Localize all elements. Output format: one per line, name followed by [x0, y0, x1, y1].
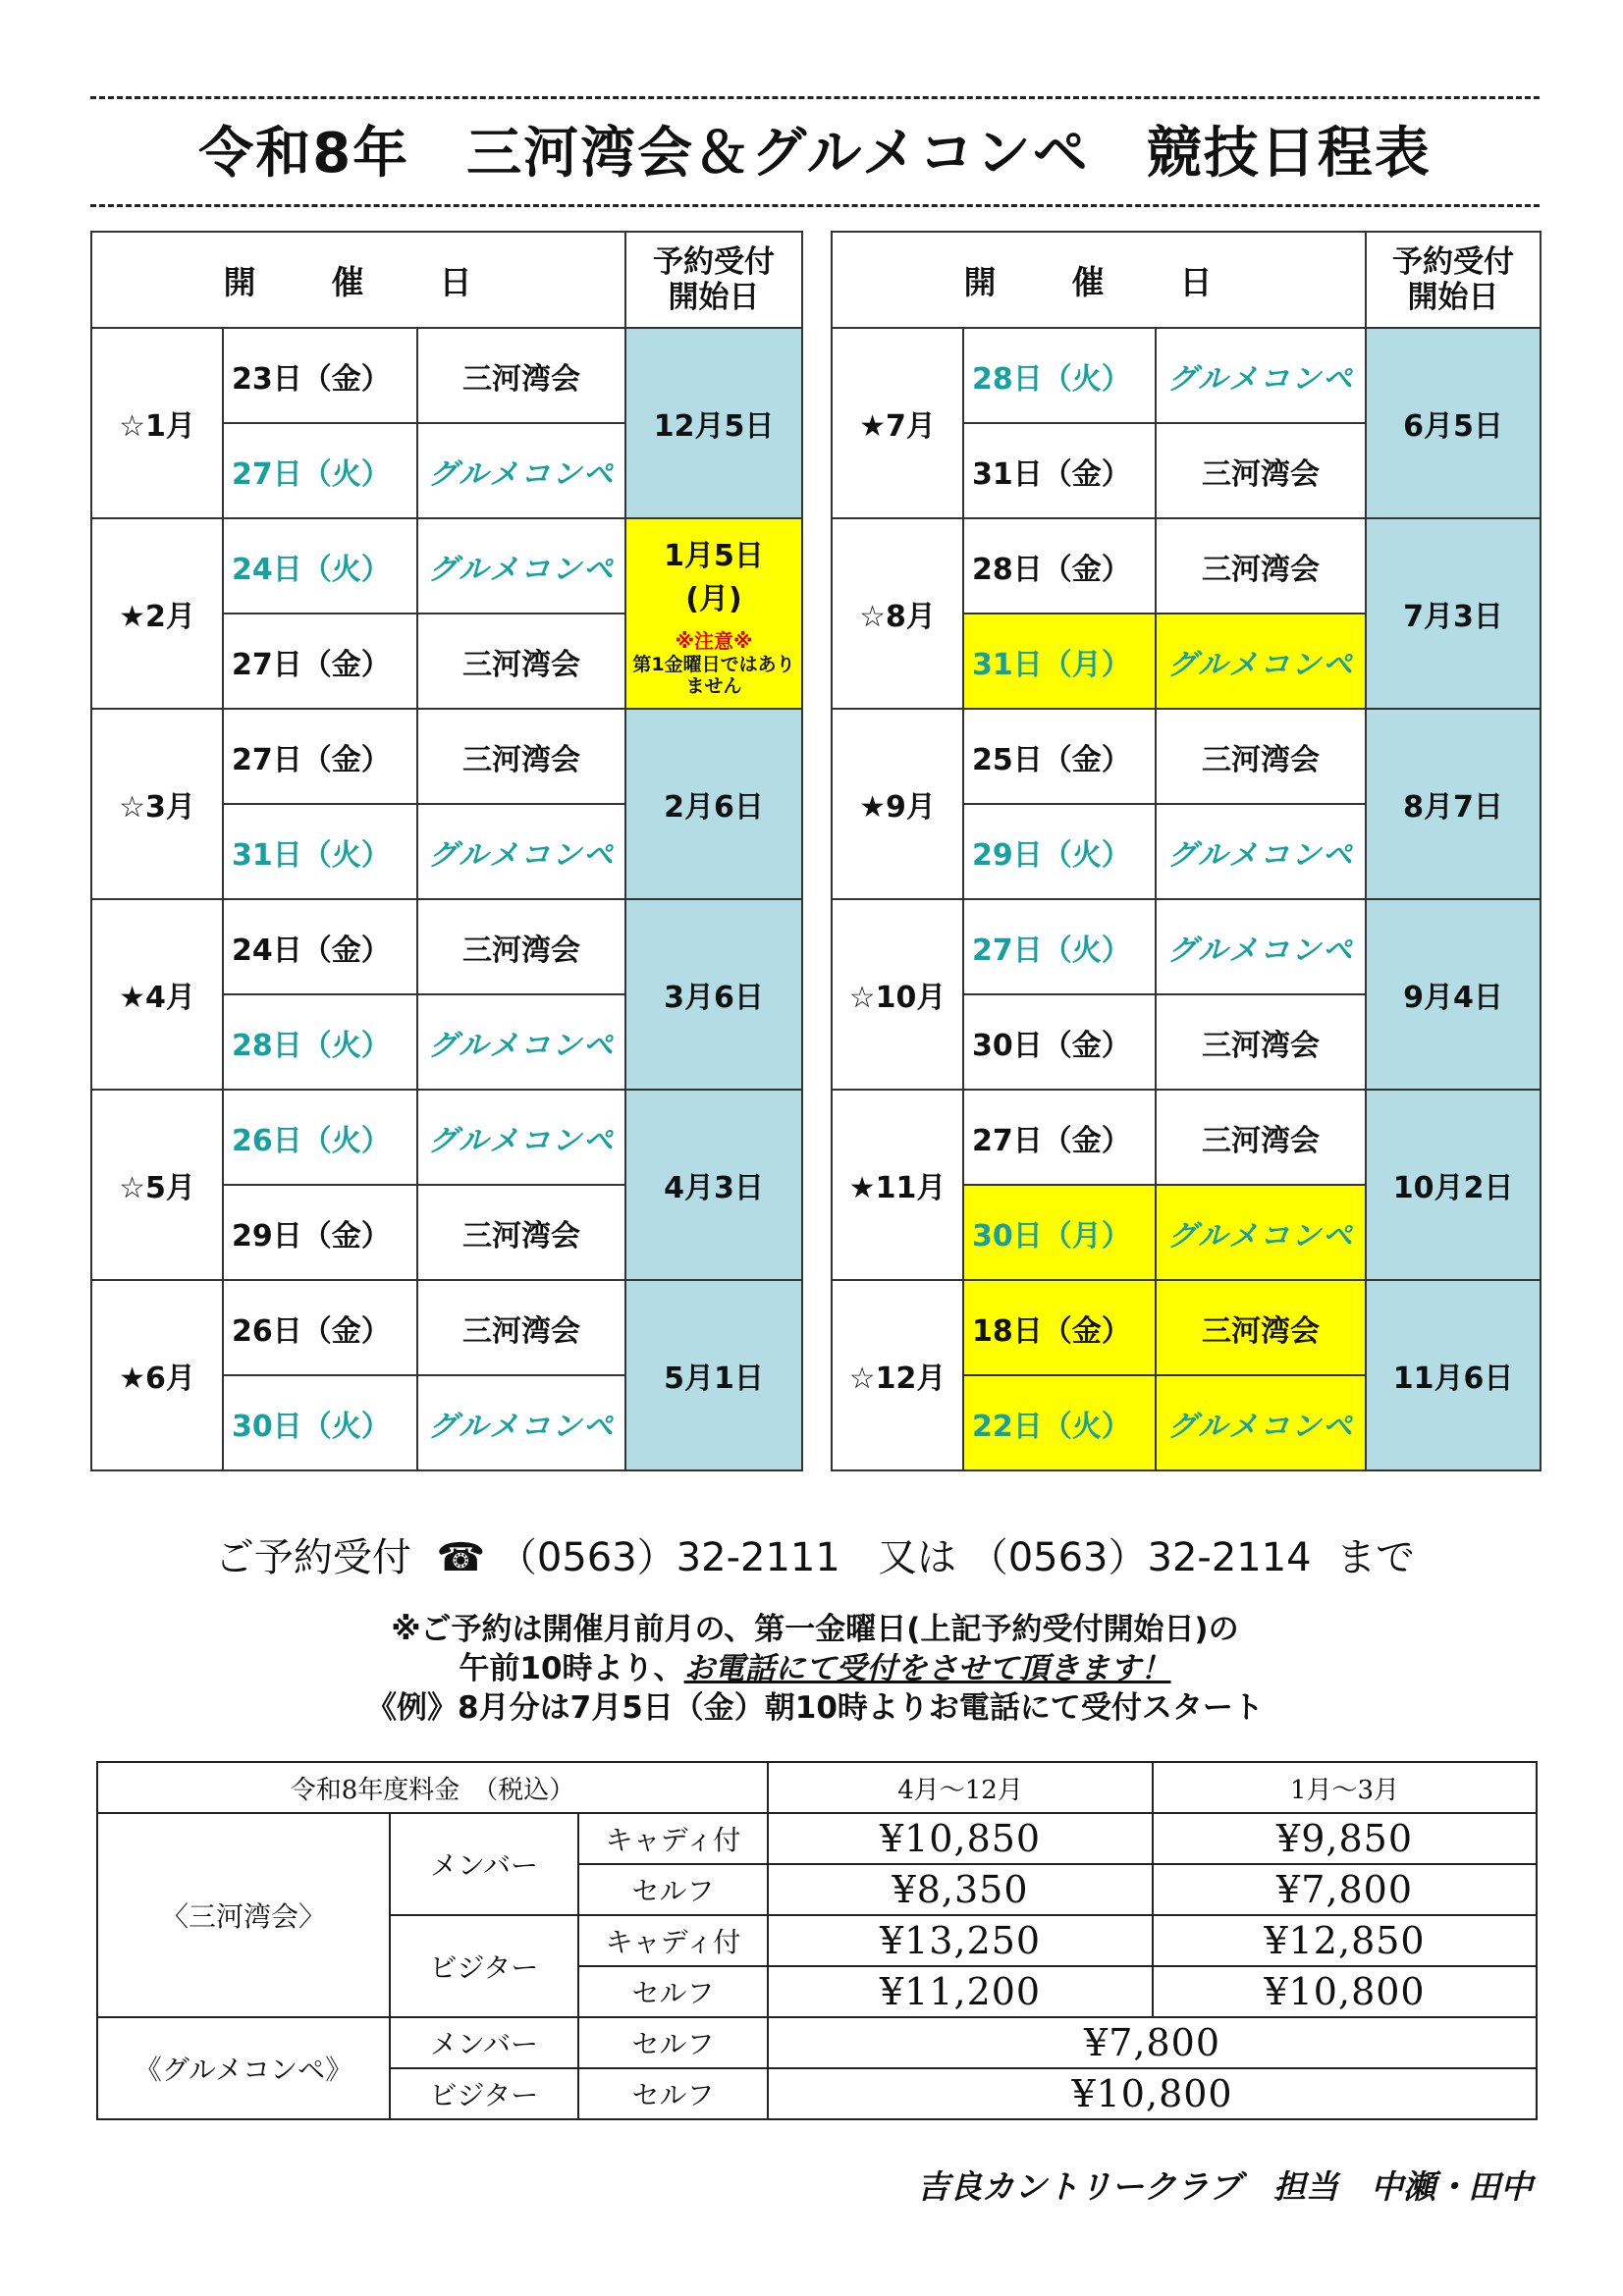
event-day: 27日（金）	[223, 709, 417, 804]
reserve-start-date: 3月6日	[625, 899, 802, 1090]
month-label: ★6月	[91, 1280, 223, 1470]
month-label: ☆8月	[832, 518, 963, 709]
reserve-start-date: 11月6日	[1366, 1280, 1541, 1470]
event-venue: 三河湾会	[417, 328, 625, 423]
reserve-start-date: 5月1日	[625, 1280, 802, 1470]
header-yoyaku: 予約受付 開始日	[625, 232, 802, 328]
fee-price: ¥10,800	[768, 2068, 1537, 2119]
fee-price: ¥10,800	[1153, 1966, 1537, 2017]
reserve-start-date: 1月5日 (月) ※注意※ 第1金曜日ではありません	[625, 518, 802, 709]
fee-visitor-label: ビジター	[390, 1915, 578, 2017]
event-day: 30日（火）	[223, 1375, 417, 1470]
reserve-start-date: 12月5日	[625, 328, 802, 518]
fee-col-apr-dec: 4月～12月	[768, 1762, 1153, 1813]
reserve-start-date: 10月2日	[1366, 1090, 1541, 1280]
reserve-start-date: 9月4日	[1366, 899, 1541, 1090]
header-yoyaku: 予約受付 開始日	[1366, 232, 1541, 328]
event-day: 27日（金）	[963, 1090, 1156, 1185]
event-day: 25日（金）	[963, 709, 1156, 804]
event-day: 24日（金）	[223, 899, 417, 994]
event-day: 31日（金）	[963, 423, 1156, 518]
month-label: ★11月	[832, 1090, 963, 1280]
event-day: 28日（金）	[963, 518, 1156, 614]
fee-table	[96, 1761, 1538, 2120]
reserve-start-date: 4月3日	[625, 1090, 802, 1280]
month-label: ☆5月	[91, 1090, 223, 1280]
contact-line: ご予約受付 ☎ （0563）32-2111 又は （0563）32-2114 まで	[214, 1535, 1416, 1580]
event-day: 30日（月）	[963, 1185, 1156, 1280]
title-dashed-rule	[90, 204, 1540, 207]
event-venue: グルメコンペ	[1156, 899, 1366, 994]
event-day: 27日（火）	[223, 423, 417, 518]
fee-category-gourmet: 《グルメコンペ》	[97, 2017, 390, 2119]
fee-self-label: セルフ	[578, 2017, 768, 2068]
event-venue: グルメコンペ	[417, 994, 625, 1090]
event-venue: 三河湾会	[417, 1185, 625, 1280]
fee-member-label: メンバー	[390, 1813, 578, 1915]
event-day: 30日（金）	[963, 994, 1156, 1090]
phone-number-2: （0563）32-2114	[968, 1535, 1312, 1580]
event-venue: グルメコンペ	[1156, 804, 1366, 899]
event-venue: グルメコンペ	[417, 1375, 625, 1470]
event-day: 29日（火）	[963, 804, 1156, 899]
fee-price: ¥13,250	[768, 1915, 1153, 1966]
month-label: ★9月	[832, 709, 963, 899]
event-venue: グルメコンペ	[1156, 328, 1366, 423]
event-day: 28日（火）	[963, 328, 1156, 423]
month-label: ★4月	[91, 899, 223, 1090]
month-label: ★7月	[832, 328, 963, 518]
event-venue: 三河湾会	[1156, 423, 1366, 518]
event-day: 23日（金）	[223, 328, 417, 423]
fee-caddie-label: キャディ付	[578, 1813, 768, 1864]
fee-self-label: セルフ	[578, 1864, 768, 1915]
fee-self-label: セルフ	[578, 1966, 768, 2017]
event-venue: 三河湾会	[1156, 1280, 1366, 1375]
event-day: 27日（火）	[963, 899, 1156, 994]
event-venue: 三河湾会	[417, 899, 625, 994]
event-day: 31日（火）	[223, 804, 417, 899]
event-day: 26日（火）	[223, 1090, 417, 1185]
fee-category-mikawa: 〈三河湾会〉	[97, 1813, 390, 2017]
caution-text: 第1金曜日ではありません	[632, 653, 795, 697]
event-venue: 三河湾会	[417, 709, 625, 804]
fee-price: ¥12,850	[1153, 1915, 1537, 1966]
event-venue: グルメコンペ	[1156, 614, 1366, 709]
event-venue: グルメコンペ	[1156, 1185, 1366, 1280]
event-day: 29日（金）	[223, 1185, 417, 1280]
event-venue: 三河湾会	[1156, 709, 1366, 804]
month-label: ☆10月	[832, 899, 963, 1090]
month-label: ☆12月	[832, 1280, 963, 1470]
event-day: 31日（月）	[963, 614, 1156, 709]
fee-member-label: メンバー	[390, 2017, 578, 2068]
reservation-notice: ※ご予約は開催月前月の、第一金曜日(上記予約受付開始日)の 午前10時より、お電話にて受付をさせて頂きます！ 《例》8月分は7月5日（金）朝10時よりお電話にて受付スタート	[366, 1612, 1264, 1726]
event-venue: グルメコンペ	[1156, 1375, 1366, 1470]
month-label: ☆1月	[91, 328, 223, 518]
schedule-table-left	[90, 231, 803, 1471]
fee-self-label: セルフ	[578, 2068, 768, 2119]
reserve-start-date: 6月5日	[1366, 328, 1541, 518]
event-venue: 三河湾会	[1156, 1090, 1366, 1185]
month-label: ★2月	[91, 518, 223, 709]
header-kaisai: 開 催 日	[91, 232, 625, 328]
top-dashed-rule	[90, 96, 1540, 99]
schedule-table-right	[831, 231, 1542, 1471]
event-venue: グルメコンペ	[417, 518, 625, 614]
fee-price: ¥10,850	[768, 1813, 1153, 1864]
event-venue: グルメコンペ	[417, 804, 625, 899]
fee-visitor-label: ビジター	[390, 2068, 578, 2119]
event-day: 22日（火）	[963, 1375, 1156, 1470]
reserve-start-date: 8月7日	[1366, 709, 1541, 899]
event-day: 24日（火）	[223, 518, 417, 614]
fee-price: ¥7,800	[1153, 1864, 1537, 1915]
event-day: 26日（金）	[223, 1280, 417, 1375]
fee-price: ¥11,200	[768, 1966, 1153, 2017]
event-venue: 三河湾会	[1156, 518, 1366, 614]
fee-caddie-label: キャディ付	[578, 1915, 768, 1966]
reserve-start-date: 7月3日	[1366, 518, 1541, 709]
event-venue: グルメコンペ	[417, 423, 625, 518]
event-day: 28日（火）	[223, 994, 417, 1090]
event-venue: 三河湾会	[417, 614, 625, 709]
event-day: 18日（金）	[963, 1280, 1156, 1375]
phone-number-1: （0563）32-2111	[497, 1535, 840, 1580]
event-venue: 三河湾会	[417, 1280, 625, 1375]
telephone-icon: ☎	[436, 1535, 486, 1580]
header-kaisai: 開 催 日	[832, 232, 1366, 328]
notice-emphasis: お電話にて受付をさせて頂きます！	[683, 1651, 1171, 1686]
footer-contact: 吉良カントリークラブ 担当 中瀬・田中	[917, 2167, 1533, 2206]
fee-price: ¥8,350	[768, 1864, 1153, 1915]
fee-header: 令和8年度料金 （税込）	[97, 1762, 768, 1813]
fee-price: ¥9,850	[1153, 1813, 1537, 1864]
event-venue: 三河湾会	[1156, 994, 1366, 1090]
event-venue: グルメコンペ	[417, 1090, 625, 1185]
caution-note: ※注意※	[675, 628, 753, 653]
contact-label: ご予約受付	[214, 1535, 411, 1580]
event-day: 27日（金）	[223, 614, 417, 709]
fee-price: ¥7,800	[768, 2017, 1537, 2068]
fee-col-jan-mar: 1月～3月	[1153, 1762, 1537, 1813]
reserve-start-date: 2月6日	[625, 709, 802, 899]
page-title: 令和8年 三河湾会＆グルメコンペ 競技日程表	[198, 122, 1432, 186]
month-label: ☆3月	[91, 709, 223, 899]
